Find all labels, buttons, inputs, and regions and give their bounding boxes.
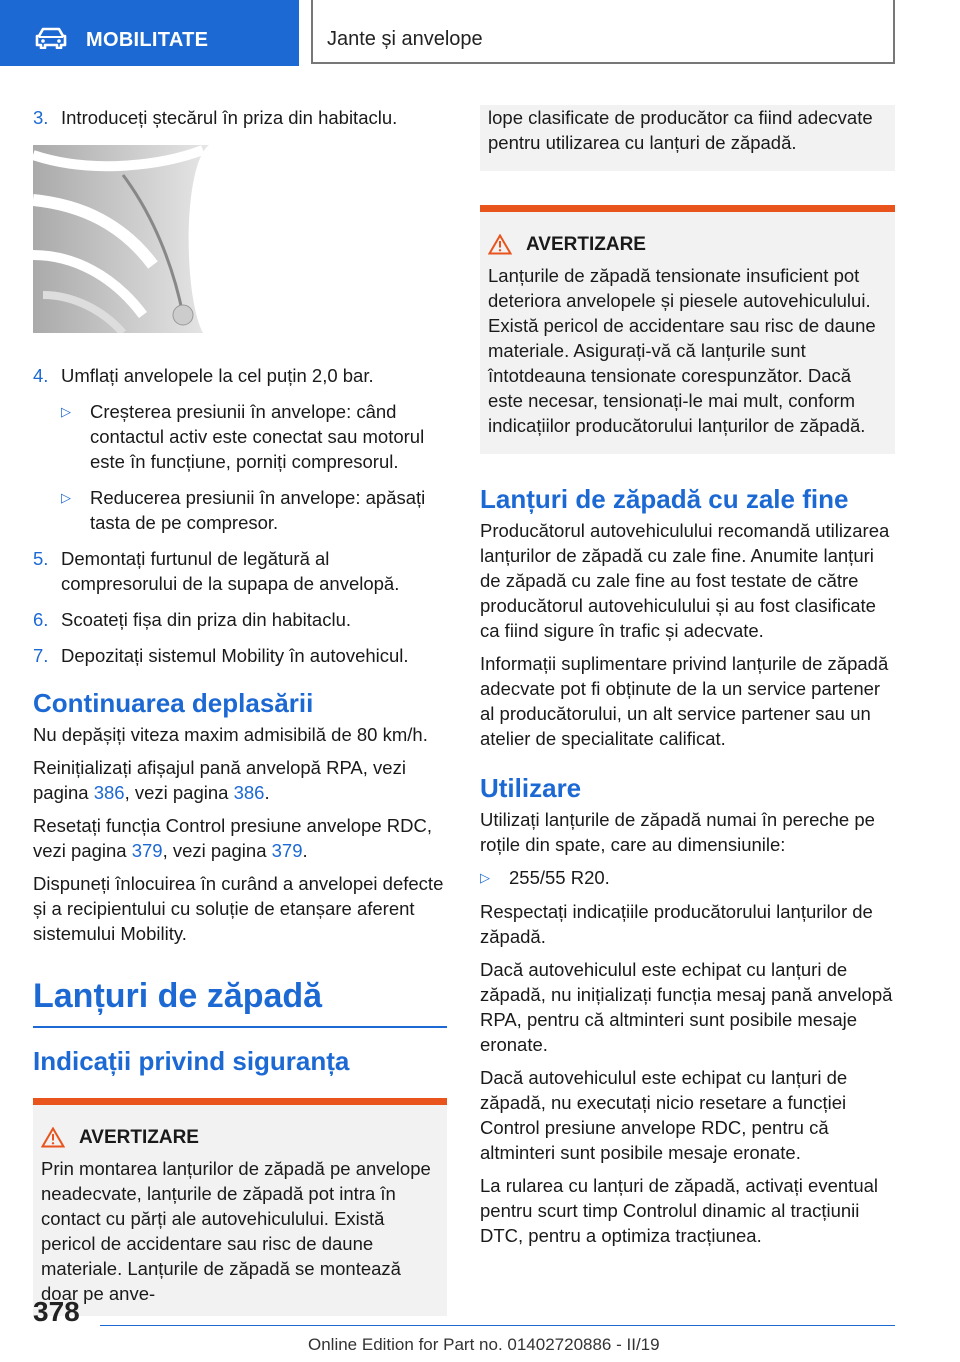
- usage-heading: Utilizare: [480, 773, 582, 803]
- compressor-illustration: [33, 145, 209, 333]
- chapter-title: Jante și anvelope: [327, 28, 483, 50]
- step-number: 7.: [33, 645, 49, 666]
- triangle-bullet-icon: ▷: [61, 404, 71, 419]
- step-5: [33, 546, 447, 596]
- page-number: 378: [33, 1296, 80, 1327]
- rdc-text: Resetați funcția Control presiune anvelope RDC, vezi pagina 379, vezi pagina 379.: [33, 815, 432, 861]
- sub-item-text: Reducerea presiunii în anvelope: apăsați tasta de pe compresor.: [90, 487, 426, 533]
- car-icon: [34, 27, 68, 49]
- warning-title: AVERTIZARE: [79, 1127, 199, 1148]
- step-number: 4.: [33, 365, 49, 386]
- section-label: MOBILITATE: [86, 29, 209, 51]
- step-number: 6.: [33, 609, 49, 630]
- warning-triangle-icon: [41, 1127, 65, 1148]
- step-3: [33, 105, 447, 130]
- warning-text: Prin montarea lanțurilor de zăpadă pe anvelope neadecvate, lanțurile de zăpadă pot intra în contact cu părți ale autovehiculului. Există pericol de accidentare sau risc de daune materiale. Lanțurile de zăpadă se montează doar pe anve-: [41, 1158, 431, 1304]
- list-item: [480, 865, 895, 890]
- page-link[interactable]: 386: [93, 782, 125, 803]
- sub-item: [33, 485, 447, 535]
- footer-rule: [100, 1325, 895, 1326]
- right-column: [480, 105, 895, 1256]
- step-6: [33, 607, 447, 632]
- paragraph: Respectați indicațiile producătorului lanțurilor de zăpadă.: [480, 901, 873, 947]
- list-item-text: 255/55 R20.: [509, 867, 610, 888]
- paragraph: Informații suplimentare privind lanțurile de zăpadă adecvate pot fi obținute de la un service partener al producătorului, un alt service partener sau un atelier de specialitate calificat.: [480, 653, 889, 749]
- left-column: [33, 105, 447, 1316]
- step-text: Depozitați sistemul Mobility în autovehicul.: [61, 645, 409, 666]
- page-link[interactable]: 386: [233, 782, 265, 803]
- step-text: Scoateți fișa din priza din habitaclu.: [61, 609, 352, 630]
- paragraph: Dacă autovehiculul este echipat cu lanțuri de zăpadă, nu executați nicio resetare a funcției Control presiune anvelope RDC, pentru că altminteri sunt posibile mesaje eronate.: [480, 1067, 848, 1163]
- safety-heading: Indicații privind siguranța: [33, 1046, 350, 1076]
- speed-text: Nu depășiți viteza maxim admisibilă de 80 km/h.: [33, 724, 428, 745]
- page-link[interactable]: 379: [271, 840, 303, 861]
- step-4: [33, 363, 447, 388]
- replace-text: Dispuneți înlocuirea în curând a anvelopei defecte și a recipientului cu soluție de etanșare aferent sistemului Mobility.: [33, 873, 444, 944]
- warning-header: [488, 232, 887, 257]
- warning-continuation: [480, 105, 895, 171]
- paragraph: Dacă autovehiculul este echipat cu lanțuri de zăpadă, nu inițializați funcția mesaj pană anvelopă RPA, pentru că altminteri sunt posibile mesaje eronate.: [480, 959, 893, 1055]
- step-number: 3.: [33, 107, 49, 128]
- paragraph: La rularea cu lanțuri de zăpadă, activați eventual pentru scurt timp Controlul dinamic al tracțiunii DTC, pentru a optimiza tracțiunea.: [480, 1175, 879, 1246]
- warning-text: Lanțurile de zăpadă tensionate insuficient pot deteriora anvelopele și piesele autovehiculului. Există pericol de accidentare sau risc de daune materiale. Asigurați-vă că lanțurile sunt întotdeauna tensionate corespunzător. Dacă este necesar, tensionați-le mai mult, conform indicațiilor producătorului lanțurilor de zăpadă.: [488, 265, 876, 436]
- step-text: Umflați anvelopele la cel puțin 2,0 bar.: [61, 365, 374, 386]
- sub-item: [33, 399, 447, 474]
- warning-text: lope clasificate de producător ca fiind adecvate pentru utilizarea cu lanțuri de zăpadă.: [488, 107, 873, 153]
- step-text: Introduceți ștecărul în priza din habitaclu.: [61, 107, 398, 128]
- chapter-rule: [33, 1026, 447, 1028]
- chapter-heading: Lanțuri de zăpadă: [33, 977, 323, 1015]
- warning-box: [33, 1098, 447, 1316]
- sub-item-text: Creșterea presiunii în anvelope: când contactul activ este conectat sau motorul este în funcțiune, porniți compresorul.: [90, 401, 425, 472]
- chapter-header: [311, 0, 895, 64]
- edition-text: Online Edition for Part no. 01402720886 - II/19: [308, 1335, 660, 1354]
- rpa-text: Reinițializați afișajul pană anvelopă RPA, vezi pagina 386, vezi pagina 386.: [33, 757, 406, 803]
- warning-triangle-icon: [488, 234, 512, 255]
- fine-chains-heading: Lanțuri de zăpadă cu zale fine: [480, 484, 849, 514]
- paragraph: Utilizați lanțurile de zăpadă numai în pereche pe roțile din spate, care au dimensiunile:: [480, 809, 875, 855]
- triangle-bullet-icon: ▷: [480, 870, 490, 885]
- section-tab[interactable]: [0, 0, 299, 66]
- continuation-heading: Continuarea deplasării: [33, 688, 314, 718]
- step-number: 5.: [33, 548, 49, 569]
- page-link[interactable]: 379: [131, 840, 163, 861]
- warning-header: [41, 1125, 439, 1150]
- warning-title: AVERTIZARE: [526, 234, 646, 255]
- triangle-bullet-icon: ▷: [61, 490, 71, 505]
- paragraph: Producătorul autovehiculului recomandă utilizarea lanțurilor de zăpadă cu zale fine. Anumite lanțuri de zăpadă cu zale fine au fost testate de către producătorul autovehiculului și au fost clasificate ca fiind sigure în trafic și adecvate.: [480, 520, 890, 641]
- warning-box: [480, 205, 895, 454]
- step-text: Demontați furtunul de legătură al compresorului de la supapa de anvelopă.: [61, 548, 400, 594]
- step-7: [33, 643, 447, 668]
